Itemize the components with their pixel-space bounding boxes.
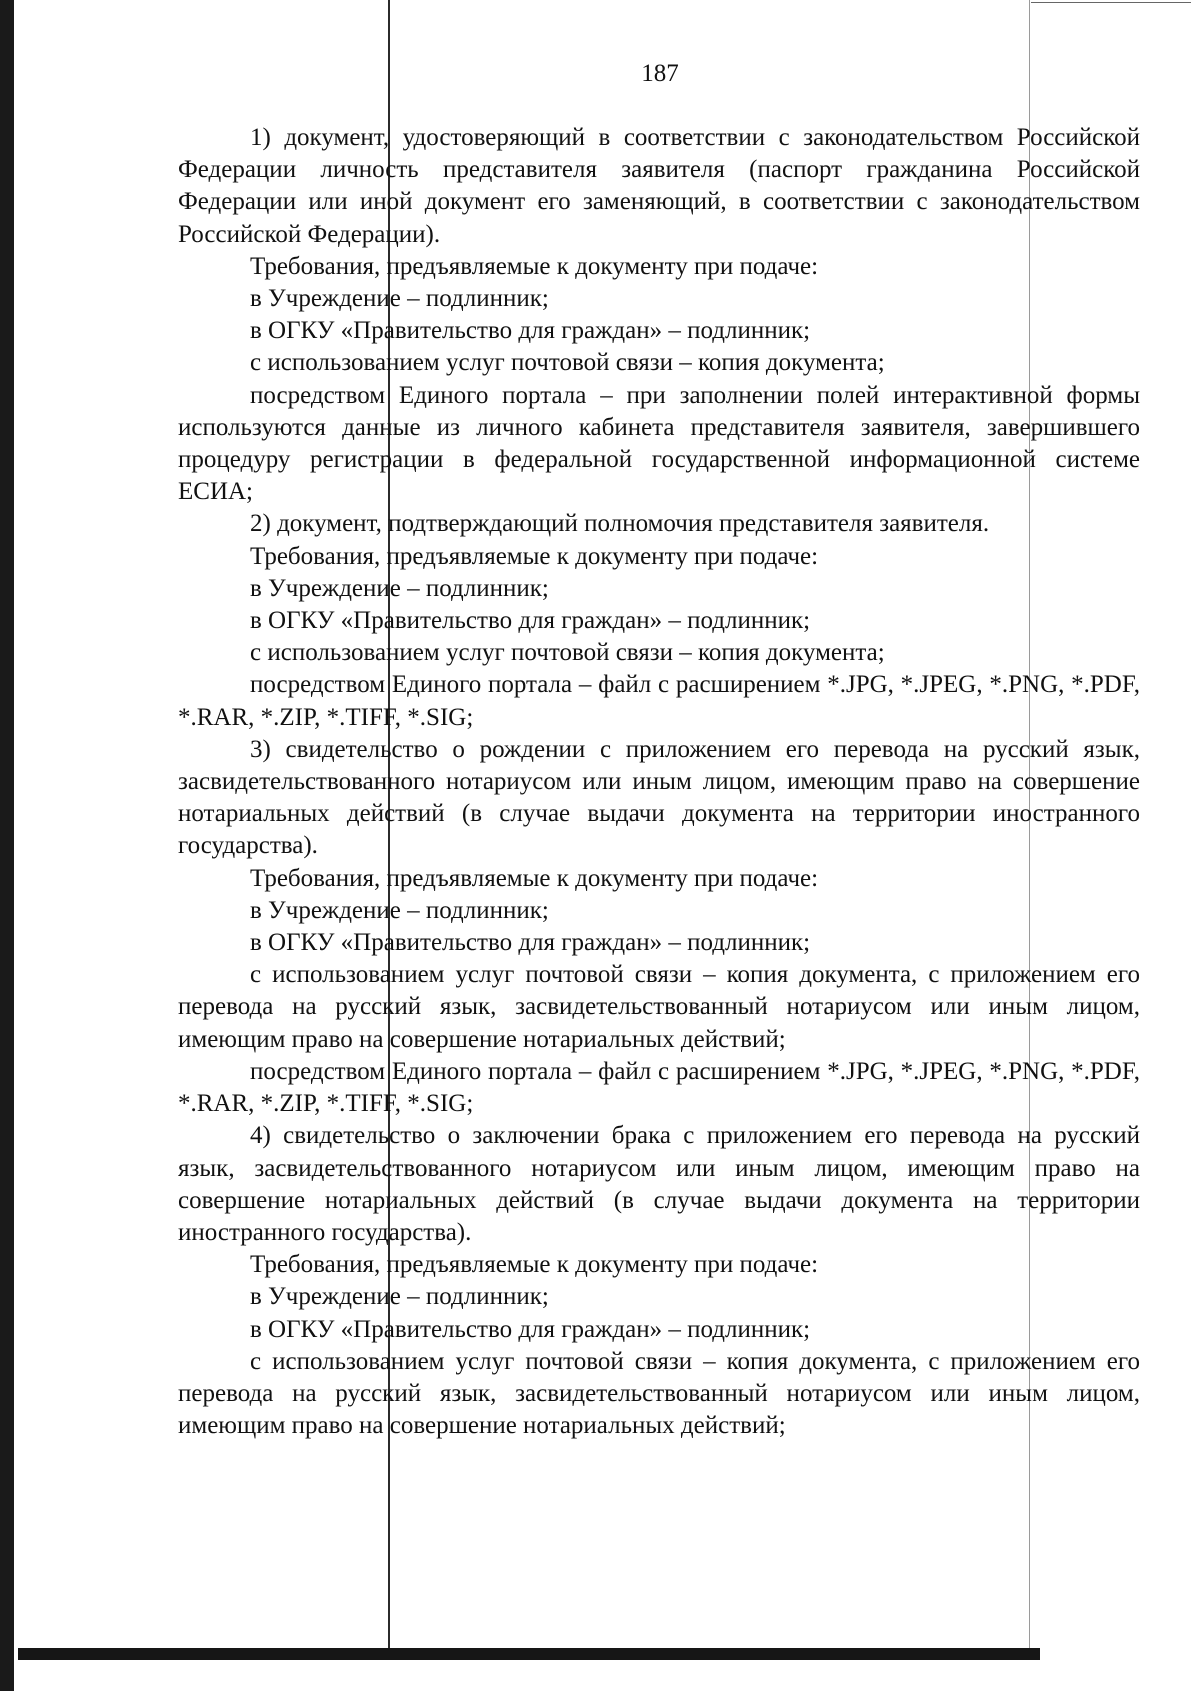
scan-edge-bottom — [18, 1648, 1040, 1660]
paragraph: 1) документ, удостоверяющий в соответствии с законодательством Российской Федерации личность представителя заявителя (паспорт гражданина Российской Федерации или иной документ его заменяющий, в соответствии с законодательством Российской Федерации). — [178, 124, 1140, 248]
paragraph: посредством Единого портала – при заполнении полей интерактивной формы используются данные из личного кабинета представителя заявителя, завершившего процедуру регистрации в федеральной государственной информационной системе ЕСИА; — [178, 381, 1140, 506]
paragraph: в ОГКУ «Правительство для граждан» – подлинник; — [250, 607, 811, 635]
paragraph: 4) свидетельство о заключении брака с приложением его перевода на русский язык, засвидетельствованного нотариусом или иным лицом, имеющим право на совершение нотариальных действий (в случае выдачи документа на территории иностранного государства). — [178, 1122, 1140, 1246]
paragraph: Требования, предъявляемые к документу при подаче: — [250, 252, 819, 280]
paragraph: с использованием услуг почтовой связи – копия документа; — [250, 349, 885, 377]
paragraph: в Учреждение – подлинник; — [250, 1283, 549, 1311]
scan-edge-left — [0, 0, 14, 1691]
paragraph: в Учреждение – подлинник; — [250, 896, 549, 924]
scan-artifact-top — [1031, 2, 1191, 3]
paragraph: с использованием услуг почтовой связи – копия документа; — [250, 639, 885, 667]
page-number: 187 — [641, 60, 679, 87]
paragraph: в Учреждение – подлинник; — [250, 285, 549, 313]
paragraph: 3) свидетельство о рождении с приложением его перевода на русский язык, засвидетельствованного нотариусом или иным лицом, имеющим право на совершение нотариальных действий (в случае выдачи документа на территории иностранного государства). — [178, 735, 1140, 860]
paragraph: посредством Единого портала – файл с расширением *.JPG, *.JPEG, *.PNG, *.PDF, *.RAR, *.ZIP, *.TIFF, *.SIG; — [178, 1057, 1140, 1118]
paragraph: в ОГКУ «Правительство для граждан» – подлинник; — [250, 929, 811, 957]
document-body — [178, 122, 1140, 1442]
paragraph: Требования, предъявляемые к документу при подаче: — [250, 542, 819, 570]
paragraph: в Учреждение – подлинник; — [250, 574, 549, 602]
paragraph: с использованием услуг почтовой связи – копия документа, с приложением его перевода на русский язык, засвидетельствованный нотариусом или иным лицом, имеющим право на совершение нотариальных действий; — [178, 961, 1140, 1053]
paragraph: Требования, предъявляемые к документу при подаче: — [250, 864, 819, 892]
paragraph: в ОГКУ «Правительство для граждан» – подлинник; — [250, 1315, 811, 1343]
paragraph: 2) документ, подтверждающий полномочия представителя заявителя. — [250, 510, 990, 538]
paragraph: Требования, предъявляемые к документу при подаче: — [250, 1251, 819, 1279]
paragraph: в ОГКУ «Правительство для граждан» – подлинник; — [250, 317, 811, 345]
paragraph: посредством Единого портала – файл с расширением *.JPG, *.JPEG, *.PNG, *.PDF, *.RAR, *.ZIP, *.TIFF, *.SIG; — [178, 671, 1140, 731]
paragraph: с использованием услуг почтовой связи – копия документа, с приложением его перевода на русский язык, засвидетельствованный нотариусом или иным лицом, имеющим право на совершение нотариальных действий; — [178, 1347, 1140, 1440]
